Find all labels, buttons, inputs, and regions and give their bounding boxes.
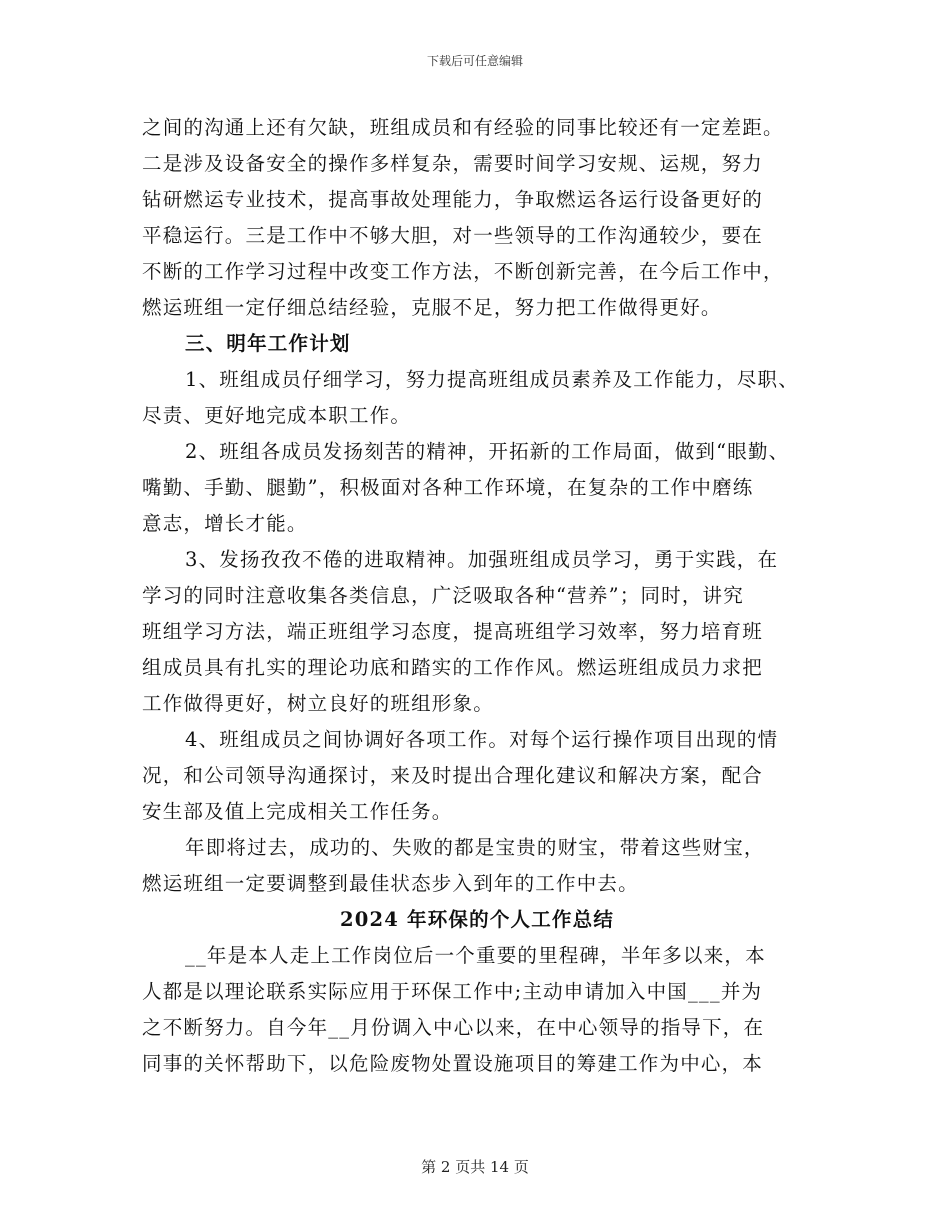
- text-line: 工作做得更好，树立良好的班组形象。: [142, 692, 494, 715]
- text-line: 之间的沟通上还有欠缺，班组成员和有经验的同事比较还有一定差距。: [142, 116, 784, 139]
- text-line: 燃运班组一定要调整到最佳状态步入到年的工作中去。: [142, 872, 639, 895]
- text-line: 4、班组成员之间协调好各项工作。对每个运行操作项目出现的情: [185, 728, 779, 751]
- text-line: 平稳运行。三是工作中不够大胆，对一些领导的工作沟通较少，要在: [142, 224, 764, 247]
- text-line: 之不断努力。自今年__月份调入中心以来，在中心领导的指导下，在: [142, 1016, 765, 1039]
- section-title: 2024 年环保的个人工作总结: [339, 908, 615, 931]
- text-line: 安生部及值上完成相关工作任务。: [142, 800, 453, 823]
- text-line: __年是本人走上工作岗位后一个重要的里程碑，半年多以来，本: [185, 944, 766, 967]
- text-line: 班组学习方法，端正班组学习态度，提高班组学习效率，努力培育班: [142, 620, 764, 643]
- text-line: 尽责、更好地完成本职工作。: [142, 404, 412, 427]
- text-line: 嘴勤、手勤、腿勤”，积极面对各种工作环境，在复杂的工作中磨练: [142, 476, 754, 499]
- text-line: 不断的工作学习过程中改变工作方法，不断创新完善，在今后工作中，: [142, 260, 784, 283]
- text-line: 同事的关怀帮助下，以危险废物处置设施项目的筹建工作为中心，本: [142, 1052, 764, 1075]
- text-line: 人都是以理论联系实际应用于环保工作中;主动申请加入中国___并为: [142, 980, 763, 1003]
- text-line: 1、班组成员仔细学习，努力提高班组成员素养及工作能力，尽职、: [185, 368, 799, 391]
- document-body: [142, 110, 812, 1082]
- text-line: 年即将过去，成功的、失败的都是宝贵的财宝，带着这些财宝，: [185, 836, 765, 859]
- page-header: 下载后可任意编辑: [426, 54, 523, 68]
- text-line: 组成员具有扎实的理论功底和踏实的工作作风。燃运班组成员力求把: [142, 656, 764, 679]
- text-line: 学习的同时注意收集各类信息，广泛吸取各种“营养”；同时，讲究: [142, 584, 744, 607]
- text-line: 二是涉及设备安全的操作多样复杂，需要时间学习安规、运规，努力: [142, 152, 764, 175]
- text-line: 意志，增长才能。: [142, 512, 308, 535]
- section-heading: 三、明年工作计划: [185, 332, 351, 355]
- text-line: 钻研燃运专业技术，提高事故处理能力，争取燃运各运行设备更好的: [142, 188, 764, 211]
- text-line: 3、发扬孜孜不倦的进取精神。加强班组成员学习，勇于实践，在: [185, 548, 779, 571]
- text-line: 2、班组各成员发扬刻苦的精神，开拓新的工作局面，做到“眼勤、: [185, 440, 790, 463]
- text-line: 燃运班组一定仔细总结经验，克服不足，努力把工作做得更好。: [142, 296, 722, 319]
- text-line: 况，和公司领导沟通探讨，来及时提出合理化建议和解决方案，配合: [142, 764, 764, 787]
- page-footer: 第 2 页共 14 页: [421, 1158, 529, 1176]
